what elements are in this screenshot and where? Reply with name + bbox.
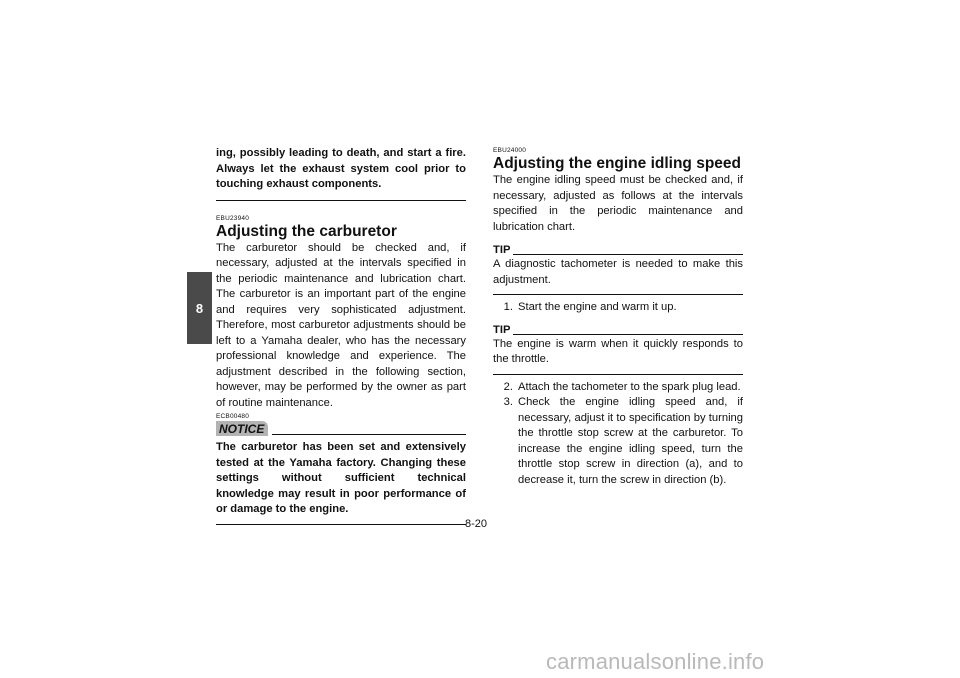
tip-end-rule [493, 374, 743, 375]
step-text: Start the engine and warm it up. [518, 301, 677, 313]
tip-text: A diagnostic tachometer is needed to make this adjustment. [493, 258, 743, 286]
section-title-idling-speed: Adjusting the engine idling speed [493, 155, 742, 172]
notice-rule [272, 434, 466, 435]
right-column [493, 146, 743, 488]
step-text: Attach the tachometer to the spark plug lead. [518, 380, 741, 393]
step-text: Check the engine idling speed and, if necessary, adjust it to specification by turning the throttle stop screw at the carburetor. To increase the engine idling speed, turn the throttle stop screw in direction (a), and to decrease it, turn the screw in direction (b). [518, 396, 743, 486]
section-title-carburetor: Adjusting the carburetor [216, 222, 397, 240]
left-column [216, 146, 466, 525]
step-number: 1. [503, 301, 513, 313]
tip-header [493, 324, 743, 337]
step-number: 3. [503, 396, 513, 408]
tip-rule [513, 254, 743, 255]
tip-label: TIP [493, 244, 511, 256]
notice-code: ECB00480 [216, 413, 250, 420]
section-code: EBU24000 [493, 147, 527, 154]
list-item [493, 380, 743, 396]
steps-list-1 [493, 300, 743, 316]
carburetor-body: The carburetor should be checked and, if necessary, adjusted at the intervals specified in the periodic maintenance and lubrication chart. The carburetor is an important part of the engine and requires very sophisticated adjustment. Therefore, most carburetor adjustments should be left to a Yamaha dealer, who has the necessary professional knowledge and experience. The adjustment described in the following section, however, may be performed by the owner as part of routine maintenance. [216, 241, 466, 409]
chapter-tab: 8 [187, 272, 212, 344]
watermark: carmanualsonline.info [546, 649, 765, 674]
steps-list-2 [493, 380, 743, 489]
notice-header [216, 421, 466, 436]
tip-label: TIP [493, 323, 511, 336]
notice-badge: NOTICE [216, 421, 268, 436]
tip-end-rule [493, 294, 743, 295]
section-code: EBU23940 [216, 214, 250, 222]
tip-rule [513, 334, 743, 335]
tip-header [493, 244, 743, 257]
step-number: 2. [503, 380, 513, 393]
warning-end-rule [216, 200, 466, 201]
list-item [493, 300, 743, 316]
warning-tail-text: ing, possibly leading to death, and start a fire. Always let the exhaust system cool prior to touching exhaust components. [216, 147, 466, 190]
idling-body: The engine idling speed must be checked and, if necessary, adjusted as follows at the intervals specified in the periodic maintenance and lubrication chart. [493, 174, 743, 233]
notice-text: The carburetor has been set and extensively tested at the Yamaha factory. Changing these settings without sufficient technical knowledge may result in poor performance of or damage to the engine. [216, 441, 466, 515]
page-number: 8-20 [465, 518, 488, 530]
list-item [493, 395, 743, 488]
tip-text: The engine is warm when it quickly responds to the throttle. [493, 337, 743, 365]
notice-end-rule [216, 524, 466, 525]
